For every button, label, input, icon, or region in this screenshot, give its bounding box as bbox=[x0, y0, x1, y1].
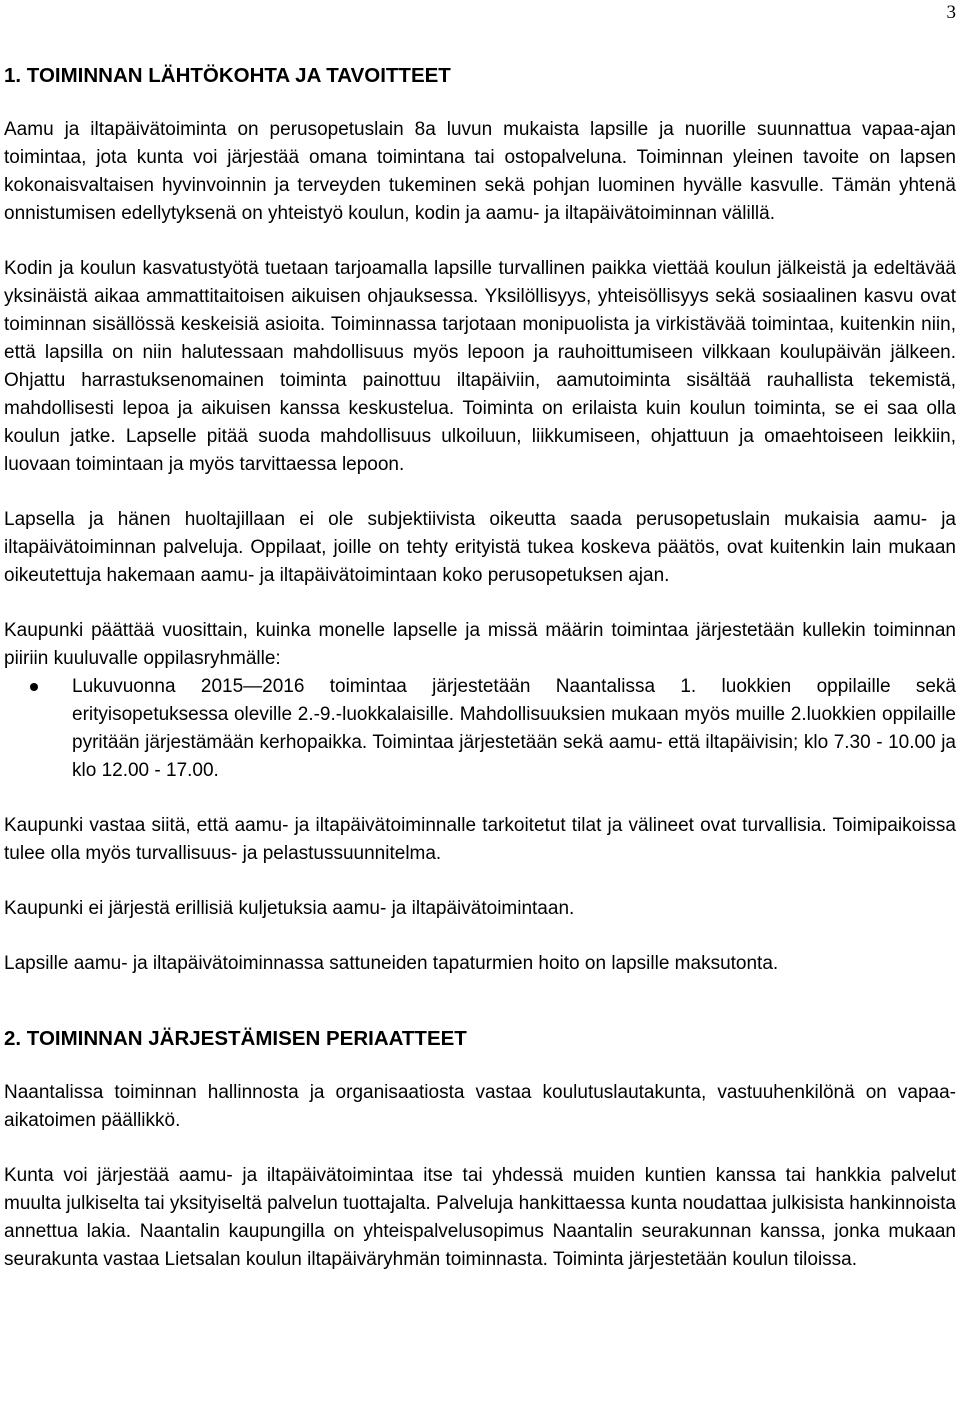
section-1-heading: 1. TOIMINNAN LÄHTÖKOHTA JA TAVOITTEET bbox=[4, 64, 451, 87]
page-number: 3 bbox=[946, 2, 956, 23]
section-2-heading: 2. TOIMINNAN JÄRJESTÄMISEN PERIAATTEET bbox=[4, 1027, 467, 1050]
list-item bbox=[4, 673, 956, 785]
section-1-paragraph-3: Lapsella ja hänen huoltajillaan ei ole subjektiivista oikeutta saada perusopetuslain mukaisia aamu- ja iltapäivätoiminnan palveluja. Oppilaat, joille on tehty erityistä tukea koskeva päätös, ovat kuitenkin lain mukaan oikeutettuja hakemaan aamu- ja iltapäivätoimintaan koko perusopetuksen ajan. bbox=[4, 509, 956, 586]
bullet-icon bbox=[30, 683, 38, 691]
section-1-paragraph-7: Lapsille aamu- ja iltapäivätoiminnassa sattuneiden tapaturmien hoito on lapsille maksutonta. bbox=[4, 953, 779, 974]
bullet-list bbox=[4, 673, 956, 785]
section-1-paragraph-1: Aamu ja iltapäivätoiminta on perusopetuslain 8a luvun mukaista lapsille ja nuorille suunnattua vapaa-ajan toimintaa, jota kunta voi järjestää omana toimintana tai ostopalveluna. Toiminnan yleinen tavoite on lapsen kokonaisvaltaisen hyvinvoinnin ja terveyden tukeminen sekä pohjan luominen hyvälle kasvulle. Tämän yhtenä onnistumisen edellytyksenä on yhteistyö koulun, kodin ja aamu- ja iltapäivätoiminnan välillä. bbox=[4, 119, 956, 224]
list-item-text: Lukuvuonna 2015—2016 toimintaa järjestetään Naantalissa 1. luokkien oppilaille sekä erityisopetuksessa oleville 2.-9.-luokkalaisille. Mahdollisuuksien mukaan myös muille 2.luokkien oppilaille pyritään järjestämään kerhopaikka. Toimintaa järjestetään sekä aamu- että iltapäivisin; klo 7.30 - 10.00 ja klo 12.00 - 17.00. bbox=[72, 676, 956, 781]
section-1-paragraph-2: Kodin ja koulun kasvatustyötä tuetaan tarjoamalla lapsille turvallinen paikka viettää koulun jälkeistä ja edeltävää yksinäistä aikaa ammattitaitoisen aikuisen ohjauksessa. Yksilöllisyys, yhteisöllisyys sekä sosiaalinen kasvu ovat toiminnan sisällössä keskeisiä asioita. Toiminnassa tarjotaan monipuolista ja virkistävää toimintaa, kuitenkin niin, että lapsilla on niin halutessaan mahdollisuus myös lepoon ja rauhoittumiseen vilkkaan koulupäivän jälkeen. Ohjattu harrastuksenomainen toiminta painottuu iltapäiviin, aamutoiminta sisältää rauhallista tekemistä, mahdollisesti lepoa ja aikuisen kanssa keskustelua. Toiminta on erilaista kuin koulun toiminta, se ei saa olla koulun jatke. Lapselle pitää suoda mahdollisuus ulkoiluun, liikkumiseen, ohjattuun ja omaehtoiseen leikkiin, luovaan toimintaan ja myös tarvittaessa lepoon. bbox=[4, 258, 956, 475]
section-1-paragraph-5: Kaupunki vastaa siitä, että aamu- ja iltapäivätoiminnalle tarkoitetut tilat ja välineet ovat turvallisia. Toimipaikoissa tulee olla myös turvallisuus- ja pelastussuunnitelma. bbox=[4, 815, 956, 864]
section-1-paragraph-4: Kaupunki päättää vuosittain, kuinka monelle lapselle ja missä määrin toimintaa järjestetään kullekin toiminnan piiriin kuuluvalle oppilasryhmälle: bbox=[4, 620, 956, 669]
section-2-paragraph-2: Kunta voi järjestää aamu- ja iltapäivätoimintaa itse tai yhdessä muiden kuntien kanssa tai hankkia palvelut muulta julkiselta tai yksityiseltä palvelun tuottajalta. Palveluja hankittaessa kunta noudattaa julkisista hankinnoista annettua lakia. Naantalin kaupungilla on yhteispalvelusopimus Naantalin seurakunnan kanssa, jonka mukaan seurakunta vastaa Lietsalan koulun iltapäiväryhmän toiminnasta. Toiminta järjestetään koulun tiloissa. bbox=[4, 1165, 956, 1270]
section-1-paragraph-6: Kaupunki ei järjestä erillisiä kuljetuksia aamu- ja iltapäivätoimintaan. bbox=[4, 898, 575, 919]
document-body bbox=[4, 62, 956, 1301]
section-2-paragraph-1: Naantalissa toiminnan hallinnosta ja organisaatiosta vastaa koulutuslautakunta, vastuuhenkilönä on vapaa-aikatoimen päällikkö. bbox=[4, 1082, 956, 1131]
